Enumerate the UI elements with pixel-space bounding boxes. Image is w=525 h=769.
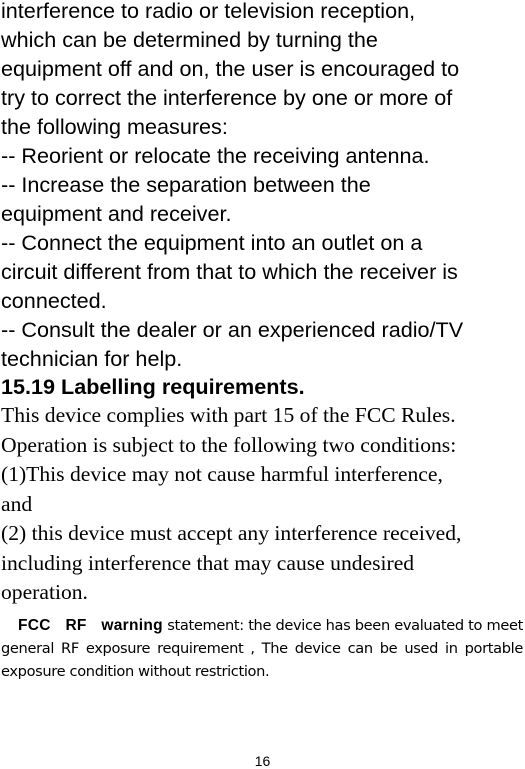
text-line: the following measures: — [1, 114, 228, 139]
text-line: and — [1, 491, 33, 516]
fcc-interference-paragraph — [1, 0, 523, 373]
text-line: circuit different from that to which the receiver is — [1, 259, 458, 284]
text-line: including interference that may cause undesired — [1, 550, 415, 575]
text-line: equipment off and on, the user is encouraged to — [1, 56, 460, 81]
text-line: which can be determined by turning the — [1, 27, 378, 52]
condition-1: (1)This device may not cause harmful interference, — [1, 462, 443, 486]
document-page — [1, 0, 523, 683]
text-line: try to correct the interference by one or more of — [1, 85, 453, 110]
text-line: This device complies with part 15 of the FCC Rules. — [1, 403, 456, 427]
text-line: equipment and receiver. — [1, 201, 232, 226]
measure-increase-separation: -- Increase the separation between the — [1, 172, 371, 197]
measure-consult-dealer: -- Consult the dealer or an experienced radio/TV — [1, 317, 464, 342]
rf-warning-paragraph — [1, 614, 523, 684]
text-line: technician for help. — [1, 346, 183, 371]
text-line: Operation is subject to the following two conditions: — [1, 432, 457, 457]
labelling-statement — [1, 401, 523, 608]
measure-reorient: -- Reorient or relocate the receiving antenna. — [1, 143, 430, 168]
rf-warning-text: statement: the device has been evaluated to meet general RF exposure requirement , The device can be used in portable exposure condition without restriction. — [1, 616, 523, 680]
text-line: operation. — [1, 580, 88, 604]
section-heading: 15.19 Labelling requirements. — [1, 374, 305, 399]
page-number: 16 — [254, 753, 271, 769]
text-line: interference to radio or television reception, — [1, 0, 416, 23]
measure-connect-outlet: -- Connect the equipment into an outlet on a — [1, 230, 423, 255]
rf-warning-lead: FCC RF warning — [18, 616, 163, 634]
text-line: connected. — [1, 288, 107, 313]
condition-2: (2) this device must accept any interference received, — [1, 521, 462, 545]
